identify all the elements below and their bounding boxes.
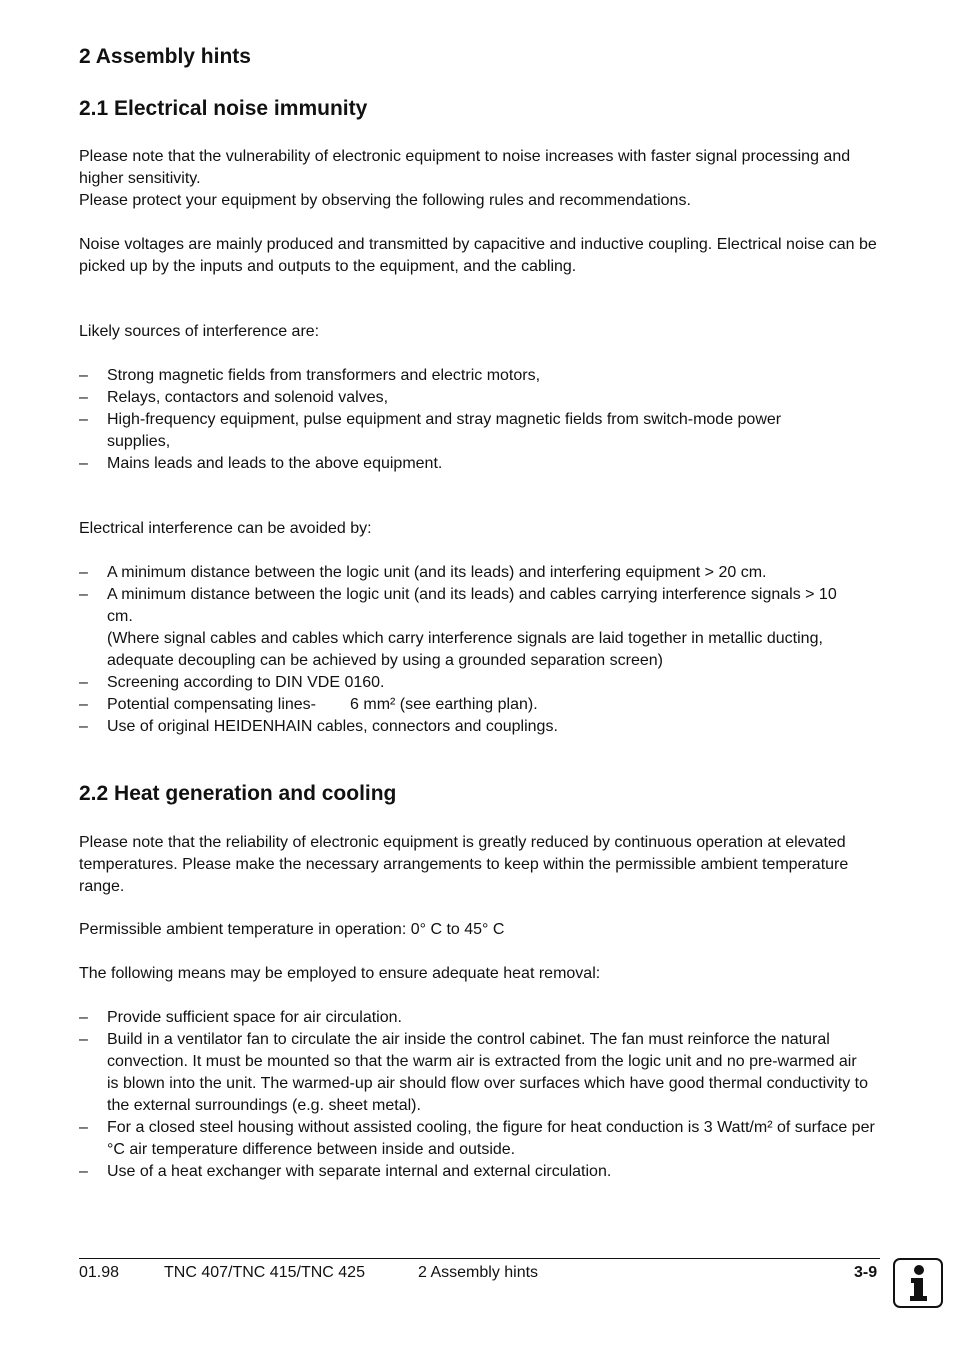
noise-heading: 2.1 Electrical noise immunity xyxy=(79,97,368,120)
list-item: – Use of a heat exchanger with separate internal and external circulation. xyxy=(79,1161,879,1183)
means-intro: The following means may be employed to ensure adequate heat removal: xyxy=(79,965,601,982)
list-item: – Potential compensating lines- 6 mm² (see earthing plan). xyxy=(79,694,879,716)
temperature-range: Permissible ambient temperature in operation: 0° C to 45° C xyxy=(79,921,505,938)
list-item: – Use of original HEIDENHAIN cables, connectors and couplings. xyxy=(79,716,879,738)
avoid-note: (Where signal cables and cables which carry interference signals are laid together in metallic ducting, adequate decoupling can be achieved by using a grounded separation screen) xyxy=(107,630,823,669)
list-item: – High-frequency equipment, pulse equipment and stray magnetic fields from switch-mode power supplies, xyxy=(79,411,782,450)
footer-divider xyxy=(79,1258,880,1259)
list-item: – For a closed steel housing without assisted cooling, the figure for heat conduction is 3 Watt/m² of surface per °C air temperature difference between inside and outside. xyxy=(79,1119,875,1158)
list-item: – Provide sufficient space for air circulation. xyxy=(79,1007,879,1029)
list-item: – Relays, contactors and solenoid valves, xyxy=(79,387,879,409)
footer-date: 01.98 xyxy=(79,1264,120,1281)
heat-paragraph-1: Please note that the reliability of electronic equipment is greatly reduced by continuous operation at elevated temperatures. Please make the necessary arrangements to keep within the permissible ambient temperature range. xyxy=(79,834,849,895)
avoid-list xyxy=(79,562,879,738)
list-dash: – xyxy=(79,718,88,735)
list-dash: – xyxy=(79,1031,88,1048)
list-dash: – xyxy=(79,411,88,428)
potential-value: 6 mm² (see earthing plan). xyxy=(350,696,538,713)
heat-heading: 2.2 Heat generation and cooling xyxy=(79,782,397,805)
list-dash: – xyxy=(79,586,88,603)
footer-chapter: 2 Assembly hints xyxy=(418,1264,539,1281)
list-item: – A minimum distance between the logic unit (and its leads) and cables carrying interference signals > 10 cm. (Where signal cables and cables which carry interference signals are laid together in metallic ducting, adequate decoupling can be achieved by using a grounded separation screen) xyxy=(79,586,837,669)
list-dash: – xyxy=(79,455,88,472)
list-dash: – xyxy=(79,1009,88,1026)
list-item: – A minimum distance between the logic unit (and its leads) and interfering equipment > 20 cm. xyxy=(79,562,879,584)
list-item: – Mains leads and leads to the above equipment. xyxy=(79,453,879,475)
sources-list xyxy=(79,365,879,475)
list-dash: – xyxy=(79,564,88,581)
avoid-intro: Electrical interference can be avoided by: xyxy=(79,520,372,537)
noise-paragraph-1-line-1: Please note that the vulnerability of electronic equipment to noise increases with faster signal processing and higher sensitivity. xyxy=(79,148,851,187)
sources-intro: Likely sources of interference are: xyxy=(79,323,320,340)
info-glyph xyxy=(895,1260,941,1306)
footer-page-number: 3-9 xyxy=(854,1264,878,1281)
list-dash: – xyxy=(79,674,88,691)
list-item: – Strong magnetic fields from transformers and electric motors, xyxy=(79,365,879,387)
footer-product: TNC 407/TNC 415/TNC 425 xyxy=(164,1264,365,1281)
info-icon xyxy=(893,1258,943,1308)
list-item: – Screening according to DIN VDE 0160. xyxy=(79,672,879,694)
list-dash: – xyxy=(79,696,88,713)
noise-paragraph-1 xyxy=(79,146,879,212)
list-dash: – xyxy=(79,367,88,384)
list-dash: – xyxy=(79,1163,88,1180)
noise-paragraph-1-line-2: Please protect your equipment by observing the following rules and recommendations. xyxy=(79,192,691,209)
noise-paragraph-2: Noise voltages are mainly produced and transmitted by capacitive and inductive coupling. Electrical noise can be picked up by the inputs and outputs to the equipment, and the cabling. xyxy=(79,236,877,275)
list-dash: – xyxy=(79,1119,88,1136)
list-dash: – xyxy=(79,389,88,406)
section-heading: 2 Assembly hints xyxy=(79,45,251,68)
list-item: – Build in a ventilator fan to circulate the air inside the control cabinet. The fan must reinforce the natural convection. It must be mounted so that the warm air is extracted from the logic unit and no pre-warmed air is blown into the unit. The warmed-up air should flow over surfaces which have good thermal conductivity to the external surroundings (e.g. sheet metal). xyxy=(79,1031,868,1114)
means-list xyxy=(79,1007,879,1183)
